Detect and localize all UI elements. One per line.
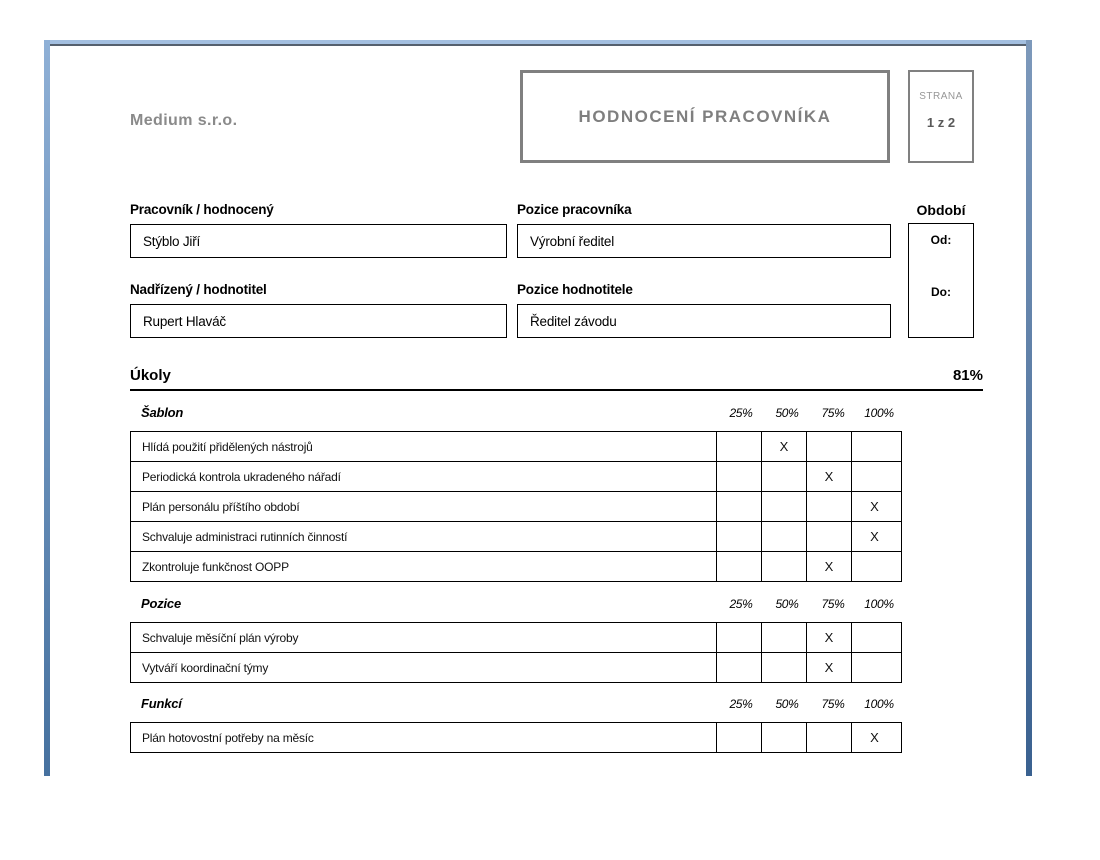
task-row bbox=[130, 431, 902, 462]
task-row bbox=[130, 622, 902, 653]
task-row bbox=[130, 653, 902, 683]
task-table bbox=[130, 622, 902, 683]
column-header-50: 50% bbox=[775, 597, 799, 611]
group-title: Funkcí bbox=[141, 696, 182, 711]
task-label: Plán hotovostní potřeby na měsíc bbox=[131, 723, 717, 752]
task-label: Schvaluje měsíční plán výroby bbox=[131, 623, 717, 652]
worker-label: Pracovník / hodnocený bbox=[130, 202, 274, 217]
mark-cell-50[interactable] bbox=[762, 462, 807, 491]
mark-cell-50[interactable] bbox=[762, 653, 807, 682]
group-title: Pozice bbox=[141, 596, 181, 611]
mark-cell-25[interactable] bbox=[717, 552, 762, 581]
page-number-label: STRANA bbox=[919, 91, 963, 102]
mark-cell-25[interactable] bbox=[717, 462, 762, 491]
task-table bbox=[130, 722, 902, 753]
mark-cell-100[interactable] bbox=[852, 552, 897, 581]
period-from-label: Od: bbox=[930, 233, 952, 247]
task-row bbox=[130, 462, 902, 492]
column-header-50: 50% bbox=[775, 697, 799, 711]
mark-cell-75[interactable] bbox=[807, 723, 852, 752]
document-title: HODNOCENÍ PRACOVNÍKA bbox=[578, 106, 832, 126]
task-row bbox=[130, 552, 902, 582]
tasks-section-title: Úkoly bbox=[130, 367, 171, 384]
column-header-75: 75% bbox=[821, 597, 845, 611]
supervisor-field[interactable]: Rupert Hlaváč bbox=[130, 304, 507, 338]
mark-cell-100[interactable] bbox=[852, 623, 897, 652]
mark-cell-100[interactable]: X bbox=[870, 499, 879, 514]
column-header-75: 75% bbox=[821, 697, 845, 711]
mark-cell-100[interactable] bbox=[852, 653, 897, 682]
period-label: Období bbox=[916, 202, 966, 218]
mark-cell-25[interactable] bbox=[717, 492, 762, 521]
mark-cell-25[interactable] bbox=[717, 522, 762, 551]
column-header-50: 50% bbox=[775, 406, 799, 420]
mark-cell-25[interactable] bbox=[717, 653, 762, 682]
group-header-row bbox=[130, 402, 902, 420]
column-header-25: 25% bbox=[729, 597, 753, 611]
worker-field[interactable]: Stýblo Jiří bbox=[130, 224, 507, 258]
page-number-value: 1 z 2 bbox=[926, 115, 956, 130]
task-row bbox=[130, 522, 902, 552]
task-label: Vytváří koordinační týmy bbox=[131, 653, 717, 682]
group-title: Šablon bbox=[141, 405, 184, 420]
task-label: Zkontroluje funkčnost OOPP bbox=[131, 552, 717, 581]
task-group bbox=[130, 593, 902, 683]
mark-cell-50[interactable] bbox=[762, 552, 807, 581]
task-label: Plán personálu příštího období bbox=[131, 492, 717, 521]
period-box[interactable] bbox=[908, 223, 974, 338]
mark-cell-75[interactable]: X bbox=[807, 653, 852, 682]
mark-cell-50[interactable] bbox=[762, 492, 807, 521]
column-header-25: 25% bbox=[729, 697, 753, 711]
document-title-box bbox=[520, 70, 890, 163]
mark-cell-75[interactable] bbox=[807, 522, 852, 551]
period-to-label: Do: bbox=[931, 285, 951, 299]
mark-cell-50[interactable] bbox=[762, 723, 807, 752]
task-label: Periodická kontrola ukradeného nářadí bbox=[131, 462, 717, 491]
page-frame-left bbox=[44, 40, 50, 776]
evaluator-position-field[interactable]: Ředitel závodu bbox=[517, 304, 891, 338]
mark-cell-25[interactable] bbox=[717, 723, 762, 752]
task-row bbox=[130, 722, 902, 753]
task-table bbox=[130, 431, 902, 582]
mark-cell-100[interactable]: X bbox=[870, 529, 879, 544]
mark-cell-50[interactable] bbox=[762, 623, 807, 652]
mark-cell-25[interactable] bbox=[717, 432, 762, 461]
group-header-row bbox=[130, 593, 902, 611]
task-label: Hlídá použití přidělených nástrojů bbox=[131, 432, 717, 461]
worker-position-label: Pozice pracovníka bbox=[517, 202, 632, 217]
page-number-box bbox=[908, 70, 974, 163]
task-group bbox=[130, 402, 902, 582]
supervisor-label: Nadřízený / hodnotitel bbox=[130, 282, 267, 297]
column-header-100: 100% bbox=[864, 697, 894, 711]
mark-cell-75[interactable]: X bbox=[807, 552, 852, 581]
mark-cell-75[interactable]: X bbox=[807, 623, 852, 652]
page-frame-top bbox=[44, 40, 1032, 46]
company-name: Medium s.r.o. bbox=[130, 112, 238, 129]
mark-cell-100[interactable]: X bbox=[870, 730, 879, 745]
group-header-row bbox=[130, 693, 902, 711]
mark-cell-100[interactable] bbox=[852, 462, 897, 491]
mark-cell-75[interactable] bbox=[807, 432, 852, 461]
page-frame-right bbox=[1026, 40, 1032, 776]
task-row bbox=[130, 492, 902, 522]
mark-cell-50[interactable]: X bbox=[762, 432, 807, 461]
mark-cell-100[interactable] bbox=[852, 432, 897, 461]
column-header-75: 75% bbox=[821, 406, 845, 420]
mark-cell-75[interactable] bbox=[807, 492, 852, 521]
worker-position-field[interactable]: Výrobní ředitel bbox=[517, 224, 891, 258]
task-label: Schvaluje administraci rutinních činností bbox=[131, 522, 717, 551]
column-header-100: 100% bbox=[864, 406, 894, 420]
mark-cell-25[interactable] bbox=[717, 623, 762, 652]
column-header-100: 100% bbox=[864, 597, 894, 611]
mark-cell-75[interactable]: X bbox=[807, 462, 852, 491]
column-header-25: 25% bbox=[729, 406, 753, 420]
evaluator-position-label: Pozice hodnotitele bbox=[517, 282, 633, 297]
task-group bbox=[130, 693, 902, 753]
tasks-section-header bbox=[130, 367, 983, 391]
mark-cell-50[interactable] bbox=[762, 522, 807, 551]
tasks-score: 81% bbox=[952, 367, 983, 384]
